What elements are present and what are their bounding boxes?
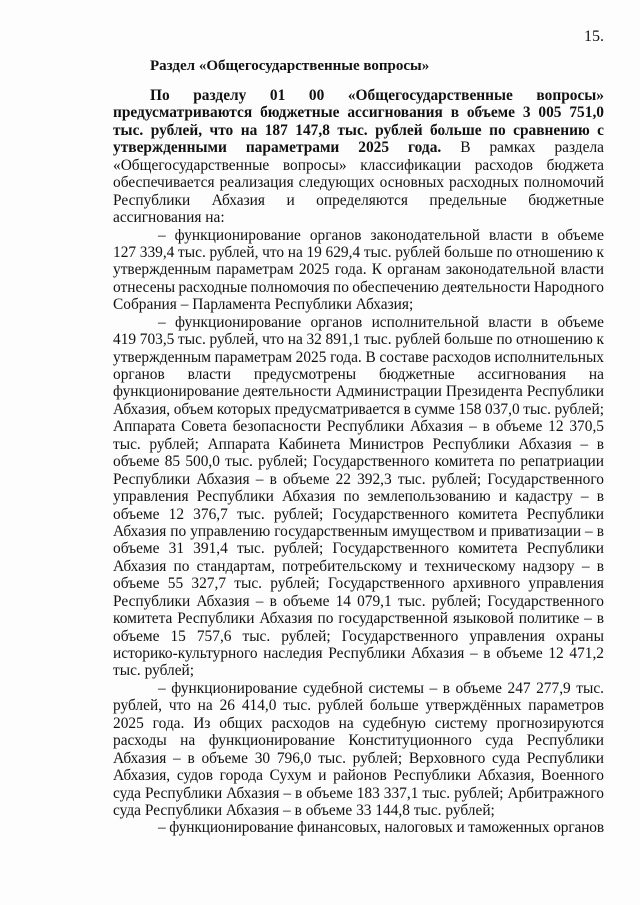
text-line-content: Собрания – Парламента Республики Абхазия; [113,296,414,314]
text-line [113,732,604,749]
text-line-content: тыс. рублей; Аппарата Кабинета Министров Республики Абхазия – в [113,435,604,453]
text-line [113,418,604,435]
text-line [113,628,604,645]
text-line-content: Республики Абхазия – в объеме 14 079,1 тыс. рублей; Государственного [113,592,604,610]
text-line [113,244,604,261]
text-line-tail: В рамках раздела [441,139,604,157]
text-line-content: утвержденным параметрам 2025 года. В составе расходов исполнительных [113,348,604,366]
text-line-content: Абхазия – в объеме 30 796,0 тыс. рублей; Верховного суда Республики [113,749,604,767]
text-line [113,697,604,714]
text-line [113,506,604,523]
text-line-content: 127 339,4 тыс. рублей, что на 19 629,4 тыс. рублей больше по отношению к [113,243,604,261]
text-line-content: Абхазия, судов города Сухум и районов Республики Абхазия, Военного [113,767,604,785]
text-line [113,575,604,592]
text-line-content: «Общегосударственные вопросы» классификации расходов бюджета [113,156,604,174]
text-line [113,785,604,802]
text-line-content: обеспечивается реализация следующих основных расходных полномочий [113,174,604,192]
page-number: 15. [584,28,604,45]
text-line-content: Республики Абхазия и определяются предельные бюджетные [113,191,604,209]
text-line-content: – функционирование финансовых, налоговых и таможенных органов [158,819,604,837]
text-line [113,767,604,784]
text-line [113,819,604,836]
text-line [113,680,604,697]
document-body [113,87,604,837]
text-line [113,331,604,348]
text-line [113,436,604,453]
text-line-content: 419 703,5 тыс. рублей, что на 32 891,1 тыс. рублей больше по отношению к [113,331,604,349]
text-line-content: органов власти предусмотрены бюджетные ассигнования на [113,366,604,383]
text-line [113,593,604,610]
text-line [113,279,604,296]
text-line-content: – функционирование судебной системы – в объеме 247 277,9 тыс. [158,679,604,697]
text-line [113,802,604,819]
text-line-content: рублей, что на 26 414,0 тыс. рублей больше утверждённых параметров [113,697,604,715]
text-line [113,471,604,488]
text-line-content: историко-культурного наследия Республики Абхазия – в объеме 12 471,2 [113,645,604,662]
text-line-content: управления Республики Абхазия по землепользованию и кадастру – в [113,488,604,506]
text-line [113,314,604,331]
text-line [113,558,604,575]
text-line [113,122,604,139]
text-line-content: – функционирование органов законодательной власти в объеме [158,226,604,244]
text-line-content: объеме 15 757,6 тыс. рублей; Государственного управления охраны [113,627,604,645]
text-line [113,610,604,627]
text-line-content: По разделу 01 00 «Общегосударственные вопросы» [150,87,604,104]
text-line [113,87,604,104]
text-line [113,366,604,383]
text-line-content: суда Республики Абхазия – в объеме 183 337,1 тыс. рублей; Арбитражного [113,784,604,802]
text-line [113,227,604,244]
text-line-content: ассигнования на: [113,209,225,227]
text-line-content: Абхазия по стандартам, потребительскому и техническому надзору – в [113,557,604,575]
text-line [113,209,604,226]
text-line [113,349,604,366]
text-line [113,523,604,540]
text-line-content: объеме 55 327,7 тыс. рублей; Государственного архивного управления [113,575,604,593]
text-line-content: утвержденным параметрам 2025 года. К органам законодательной власти [113,261,604,279]
text-line [113,174,604,191]
text-line-content: тыс. рублей; [113,662,195,680]
text-line-content: объеме 31 391,4 тыс. рублей; Государственного комитета Республики [113,540,604,558]
text-line-content: – функционирование органов исполнительной власти в объеме [158,313,604,331]
text-line [113,645,604,662]
text-line [113,139,604,156]
text-line-content: суда Республики Абхазия – в объеме 33 144,8 тыс. рублей; [113,801,495,819]
text-line [113,662,604,679]
text-line [113,401,604,418]
text-line-content: отнесены расходные полномочия по обеспечению деятельности Народного [113,278,604,296]
text-line [113,383,604,400]
text-line [113,453,604,470]
text-line-content: Аппарата Совета безопасности Республики Абхазия – в объеме 12 370,5 [113,418,604,436]
text-line-content: предусматриваются бюджетные ассигнования в объеме 3 005 751,0 [113,104,604,122]
text-line-content: утвержденными параметрами 2025 года. [113,139,442,157]
text-line [113,104,604,121]
text-line-content: Абхазия, объем которых предусматривается в сумме 158 037,0 тыс. рублей; [113,400,604,418]
text-line-content: тыс. рублей, что на 187 147,8 тыс. рублей больше по сравнению с [113,121,604,139]
text-line-content: Республики Абхазия – в объеме 22 392,3 тыс. рублей; Государственного [113,470,604,488]
text-line-content: расходы на функционирование Конституционного суда Республики [113,732,604,750]
text-line [113,261,604,278]
text-line [113,715,604,732]
text-line [113,540,604,557]
text-line [113,157,604,174]
text-line [113,750,604,767]
text-line-content: функционирование деятельности Администрации Президента Республики [113,383,604,401]
text-line [113,296,604,313]
text-line [113,192,604,209]
text-line-content: объеме 85 500,0 тыс. рублей; Государственного комитета по репатриации [113,453,604,471]
text-line [113,488,604,505]
text-line-content: 2025 года. Из общих расходов на судебную систему прогнозируются [113,714,604,732]
section-heading: Раздел «Общегосударственные вопросы» [150,58,430,74]
text-line-content: объеме 12 376,7 тыс. рублей; Государственного комитета Республики [113,505,604,523]
text-line-content: комитета Республики Абхазия по государственной языковой политике – в [113,610,604,628]
text-line-content: Абхазия по управлению государственным имуществом и приватизации – в [113,522,604,540]
